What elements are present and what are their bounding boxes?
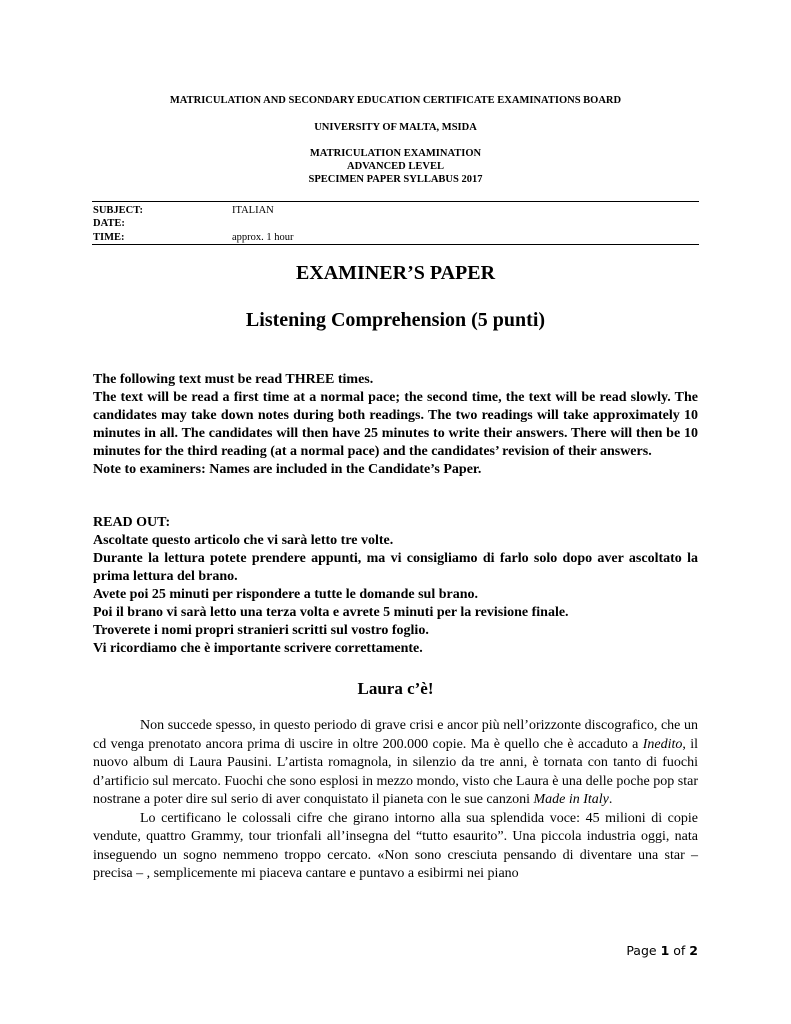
article-paragraph-1: Non succede spesso, in questo periodo di grave crisi e ancor più nell’orizzonte discografico, che un cd venga prenotato ancora prima di uscire in oltre 200.000 copie. Ma è quello che è accaduto a Inedito, il nuovo album di Laura Pausini. L’artista romagnola, in silenzio da tre anni, è tornata con tanto di fuochi d’artificio sul mercato. Fuochi che sono esplosi in mezzo mondo, visto che Laura è una delle poche pop star nostrane a poter dire sul serio di aver conquistato il pianeta con le sue canzoni Made in Italy. bbox=[93, 718, 699, 807]
page-number: 1 bbox=[660, 943, 670, 958]
meta-table bbox=[93, 204, 698, 244]
made-in-italy: Made in Italy bbox=[533, 792, 609, 807]
university-heading: UNIVERSITY OF MALTA, MSIDA bbox=[314, 122, 477, 133]
page-subtitle: Listening Comprehension (5 punti) bbox=[245, 309, 546, 331]
read-out-line: Durante la lettura potete prendere appunti, ma vi consigliamo di farlo solo dopo aver ascoltato la prima lettura del brano. bbox=[93, 551, 698, 584]
article-paragraph-2: Lo certificano le colossali cifre che girano intorno alla sua splendida voce: 45 milioni di copie vendute, quattro Grammy, tour trionfali all’insegna del “tutto esaurito”. Una piccola industria oggi, nata inseguendo un sogno nemmeno troppo cercato. «Non sono cresciuta pensando di diventare una star – precisa – , semplicemente mi piaceva cantare e puntavo a esibirmi nei piano bbox=[93, 810, 698, 881]
page-footer: Page 1 of 2 bbox=[626, 943, 698, 958]
top-rule bbox=[92, 201, 699, 202]
instructions-paragraph: The text will be read a first time at a normal pace; the second time, the text will be read slowly. The candidates may take down notes during both readings. The two readings will take approximately 10 minutes in all. The candidates will then have 25 minutes to write their answers. There will then be 10 minutes for the third reading (at a normal pace) and the candidates’ revision of their answers. bbox=[93, 390, 698, 459]
read-out-line: Vi ricordiamo che è importante scrivere correttamente. bbox=[93, 641, 423, 656]
instructions-note: Note to examiners: Names are included in the Candidate’s Paper. bbox=[93, 462, 482, 477]
subject-value: ITALIAN bbox=[232, 205, 274, 216]
instructions-line1: The following text must be read THREE times. bbox=[93, 372, 374, 387]
exam-heading-line1: MATRICULATION EXAMINATION bbox=[309, 148, 482, 159]
read-out-section bbox=[93, 514, 698, 658]
time-label: TIME: bbox=[93, 232, 125, 243]
bottom-rule bbox=[92, 244, 699, 245]
read-out-line: Poi il brano vi sarà letto una terza volta e avrete 5 minuti per la revisione finale. bbox=[93, 605, 569, 620]
page-title: EXAMINER’S PAPER bbox=[295, 262, 496, 284]
read-out-line: Avete poi 25 minuti per rispondere a tutte le domande sul brano. bbox=[93, 587, 479, 602]
article-body bbox=[93, 717, 698, 884]
exam-heading-line2: ADVANCED LEVEL bbox=[347, 161, 444, 172]
album-title: Inedito bbox=[642, 736, 683, 752]
time-value: approx. 1 hour bbox=[232, 232, 294, 243]
instructions bbox=[93, 371, 698, 479]
article-title: Laura c’è! bbox=[357, 679, 434, 698]
read-out-line: Ascoltate questo articolo che vi sarà letto tre volte. bbox=[93, 533, 394, 548]
read-out-label: READ OUT: bbox=[93, 515, 171, 530]
subject-label: SUBJECT: bbox=[93, 205, 143, 216]
board-heading: MATRICULATION AND SECONDARY EDUCATION CERTIFICATE EXAMINATIONS BOARD bbox=[169, 95, 622, 106]
exam-heading-line3: SPECIMEN PAPER SYLLABUS 2017 bbox=[308, 174, 483, 185]
date-label: DATE: bbox=[93, 218, 125, 229]
page-total: 2 bbox=[689, 943, 698, 958]
read-out-line: Troverete i nomi propri stranieri scritti sul vostro foglio. bbox=[93, 623, 429, 638]
